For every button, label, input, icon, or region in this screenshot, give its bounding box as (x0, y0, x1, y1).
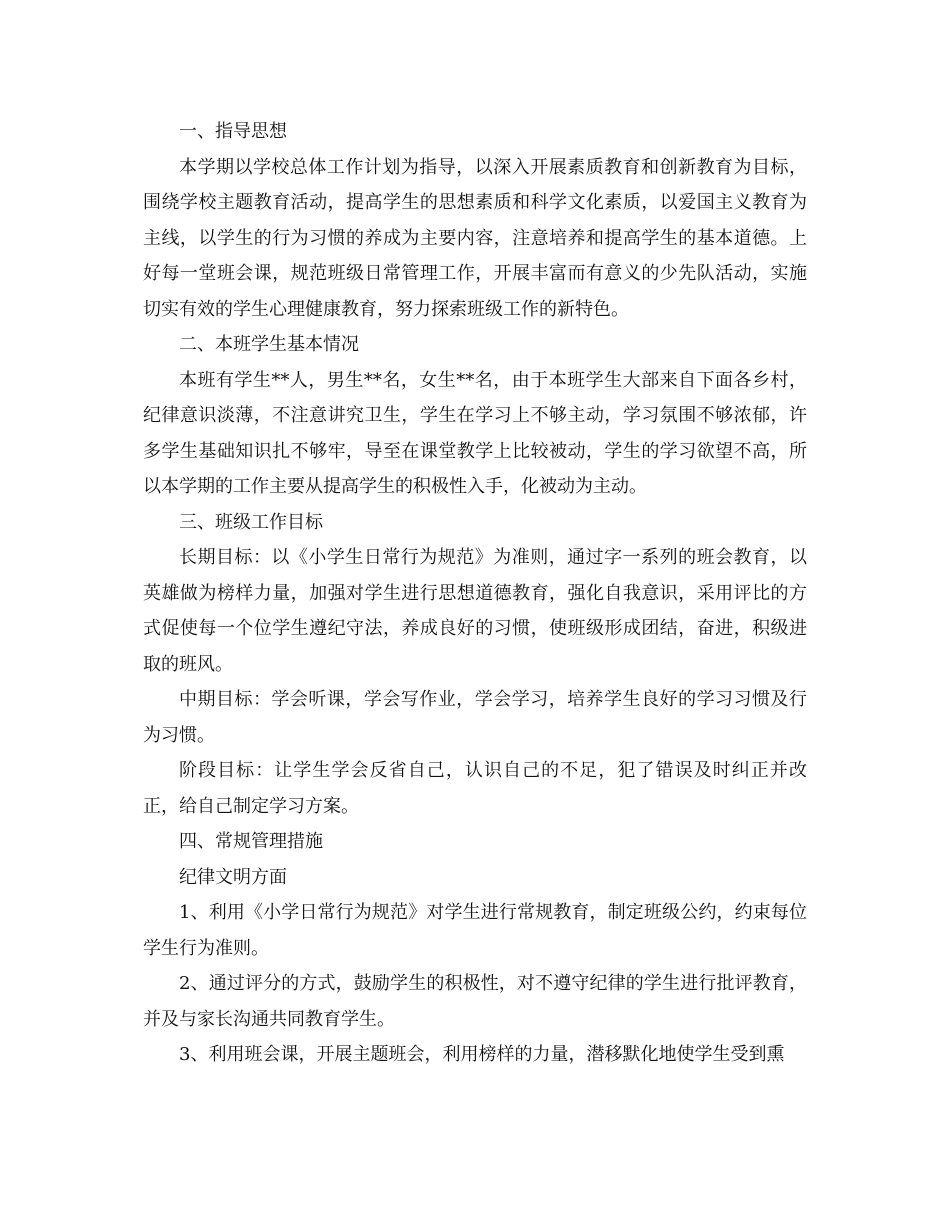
section-heading-class-goals: 三、班级工作目标 (179, 511, 323, 533)
paragraph-long-term-goal: 长期目标：以《小学生日常行为规范》为准则，通过字一系列的班会教育，以英雄做为榜样力量，加强对学生进行思想道德教育，强化自我意识，采用评比的方式促使每一个位学生遵纪守法，养成良好的习惯，使班级形成团结，奋进，积级进取的班风。 (143, 547, 807, 675)
paragraph-mid-term-goal: 中期目标：学会听课，学会写作业，学会学习，培养学生良好的学习习惯及行为习惯。 (143, 689, 807, 746)
paragraph-guiding-ideology: 本学期以学校总体工作计划为指导，以深入开展素质教育和创新教育为目标，围绕学校主题教育活动，提高学生的思想素质和科学文化素质，以爱国主义教育为主线，以学生的行为习惯的养成为主要内容，注意培养和提高学生的基本道德。上好每一堂班会课，规范班级日常管理工作，开展丰富而有意义的少先队活动，实施切实有效的学生心理健康教育，努力探索班级工作的新特色。 (143, 156, 807, 320)
subheading-discipline: 纪律文明方面 (179, 866, 287, 888)
list-item-2: 2、通过评分的方式，鼓励学生的积极性，对不遵守纪律的学生进行批评教育，并及与家长沟通共同教育学生。 (143, 973, 807, 1030)
paragraph-class-situation: 本班有学生**人，男生**名，女生**名，由于本班学生大部来自下面各乡村，纪律意识淡薄，不注意讲究卫生，学生在学习上不够主动，学习氛围不够浓郁，许多学生基础知识扎不够牢，导至在课堂教学上比较被动，学生的学习欲望不高，所以本学期的工作主要从提高学生的积极性入手，化被动为主动。 (143, 369, 807, 497)
document-body (143, 114, 807, 1073)
section-heading-guiding-ideology: 一、指导思想 (179, 121, 287, 142)
list-item-1: 1、利用《小学日常行为规范》对学生进行常规教育，制定班级公约，约束每位学生行为准则。 (143, 902, 807, 959)
section-heading-class-situation: 二、本班学生基本情况 (179, 334, 359, 355)
section-heading-management-measures: 四、常规管理措施 (179, 831, 323, 852)
paragraph-stage-goal: 阶段目标：让学生学会反省自己，认识自己的不足，犯了错误及时纠正并改正，给自己制定学习方案。 (143, 760, 807, 817)
list-item-3: 3、利用班会课，开展主题班会，利用榜样的力量，潜移默化地使学生受到熏 (179, 1044, 785, 1065)
